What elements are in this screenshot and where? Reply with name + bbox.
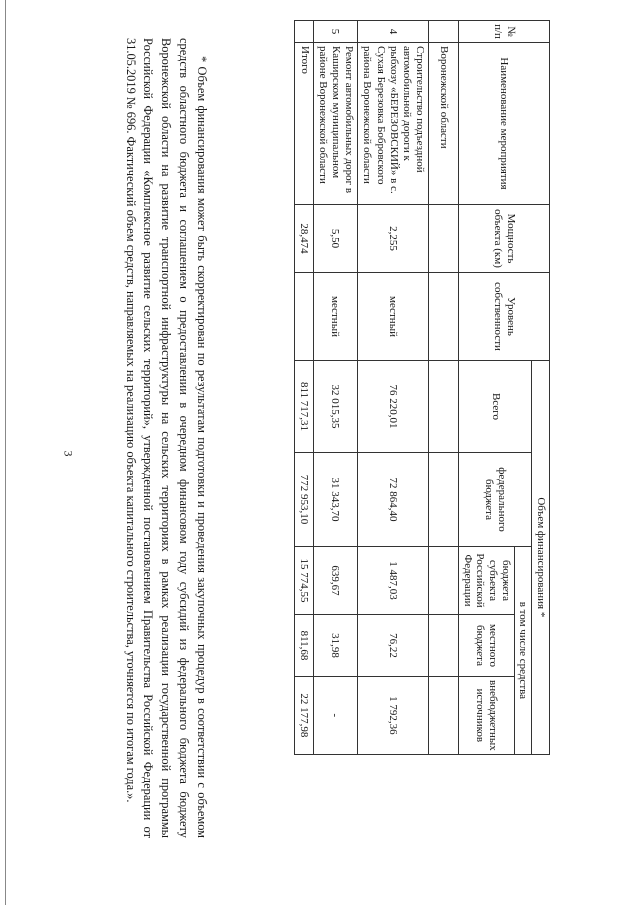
header-extra: внебюджетных источников	[459, 677, 515, 755]
table-cell	[429, 361, 459, 453]
header-including: в том числе средства	[514, 547, 532, 755]
row-subject: 1 487,03	[358, 547, 429, 615]
row-num: 4	[358, 21, 429, 43]
header-name: Наименование мероприятия	[459, 43, 550, 205]
row-extra: 1 792,36	[358, 677, 429, 755]
table-cell	[295, 21, 313, 43]
footnote-text: * Объем финансирования может быть скорректирован по результатам подготовки и проведения закупочных процедур в соответствии с объемом средств областного бюджета и соглашением о предоставлении в очередном финансовом году субсидий из федерального бюджета бюджету Воронежской области на развитие транспортной инфраструктуры на сельских территориях в рамках реализации государственной программы Российской Федерации «Комплексное развитие сельских территорий», утвержденной постановлением Правительства Российской Федерации от 31.05.2019 № 696. Фактический объем средств, направляемых на реализацию объекта капитального строительства, уточняется по итогам года.».	[123, 38, 209, 838]
table-cell	[429, 547, 459, 615]
totals-capacity: 28,474	[295, 205, 313, 273]
table-row	[313, 21, 358, 755]
header-federal: федерального бюджета	[459, 453, 532, 547]
table-cell	[429, 21, 459, 43]
row-federal: 72 864,40	[358, 453, 429, 547]
table-totals-row	[295, 21, 313, 755]
row-local: 76,22	[358, 615, 429, 677]
row-federal: 31 343,70	[313, 453, 358, 547]
header-capacity: Мощность объекта (км)	[459, 205, 550, 273]
scan-edge-line	[5, 0, 6, 905]
table-cell	[429, 615, 459, 677]
totals-extra: 22 177,98	[295, 677, 313, 755]
header-local: местного бюджета	[459, 615, 515, 677]
totals-local: 811,68	[295, 615, 313, 677]
table-cell	[429, 453, 459, 547]
table-cell	[429, 205, 459, 273]
row-ownership: местный	[358, 273, 429, 361]
page-number: 3	[61, 450, 76, 457]
row-ownership: местный	[313, 273, 358, 361]
row-total: 76 220,01	[358, 361, 429, 453]
totals-total: 811 717,31	[295, 361, 313, 453]
table-cell	[429, 677, 459, 755]
table-cell	[429, 273, 459, 361]
row-name: Строительство подъездной автомобильной дороги к рыбхозу «БЕРЕЗОВСКИЙ» в с. Сухая Березовка Бобровского района Воронежской области	[358, 43, 429, 205]
row-name: Ремонт автомобильных дорог в Каширском муниципальном районе Воронежской области	[313, 43, 358, 205]
footnote	[121, 38, 210, 838]
row-capacity: 5,50	[313, 205, 358, 273]
row-total: 32 015,35	[313, 361, 358, 453]
funding-table	[294, 20, 550, 755]
header-subject: бюджета субъекта Российской Федерации	[459, 547, 515, 615]
header-ownership: Уровень собственности	[459, 273, 550, 361]
totals-ownership	[295, 273, 313, 361]
row-extra: -	[313, 677, 358, 755]
totals-subject: 15 774,55	[295, 547, 313, 615]
table-section-row	[429, 21, 459, 755]
header-total: Всего	[459, 361, 532, 453]
totals-federal: 772 953,10	[295, 453, 313, 547]
section-label: Воронежской области	[429, 43, 459, 205]
table-row	[358, 21, 429, 755]
totals-label: Итого	[295, 43, 313, 205]
row-subject: 639,67	[313, 547, 358, 615]
row-local: 31,98	[313, 615, 358, 677]
row-num: 5	[313, 21, 358, 43]
table-header-row	[532, 21, 550, 755]
row-capacity: 2,255	[358, 205, 429, 273]
header-num: № п/п	[459, 21, 550, 43]
header-funding: Объем финансирования *	[532, 361, 550, 755]
